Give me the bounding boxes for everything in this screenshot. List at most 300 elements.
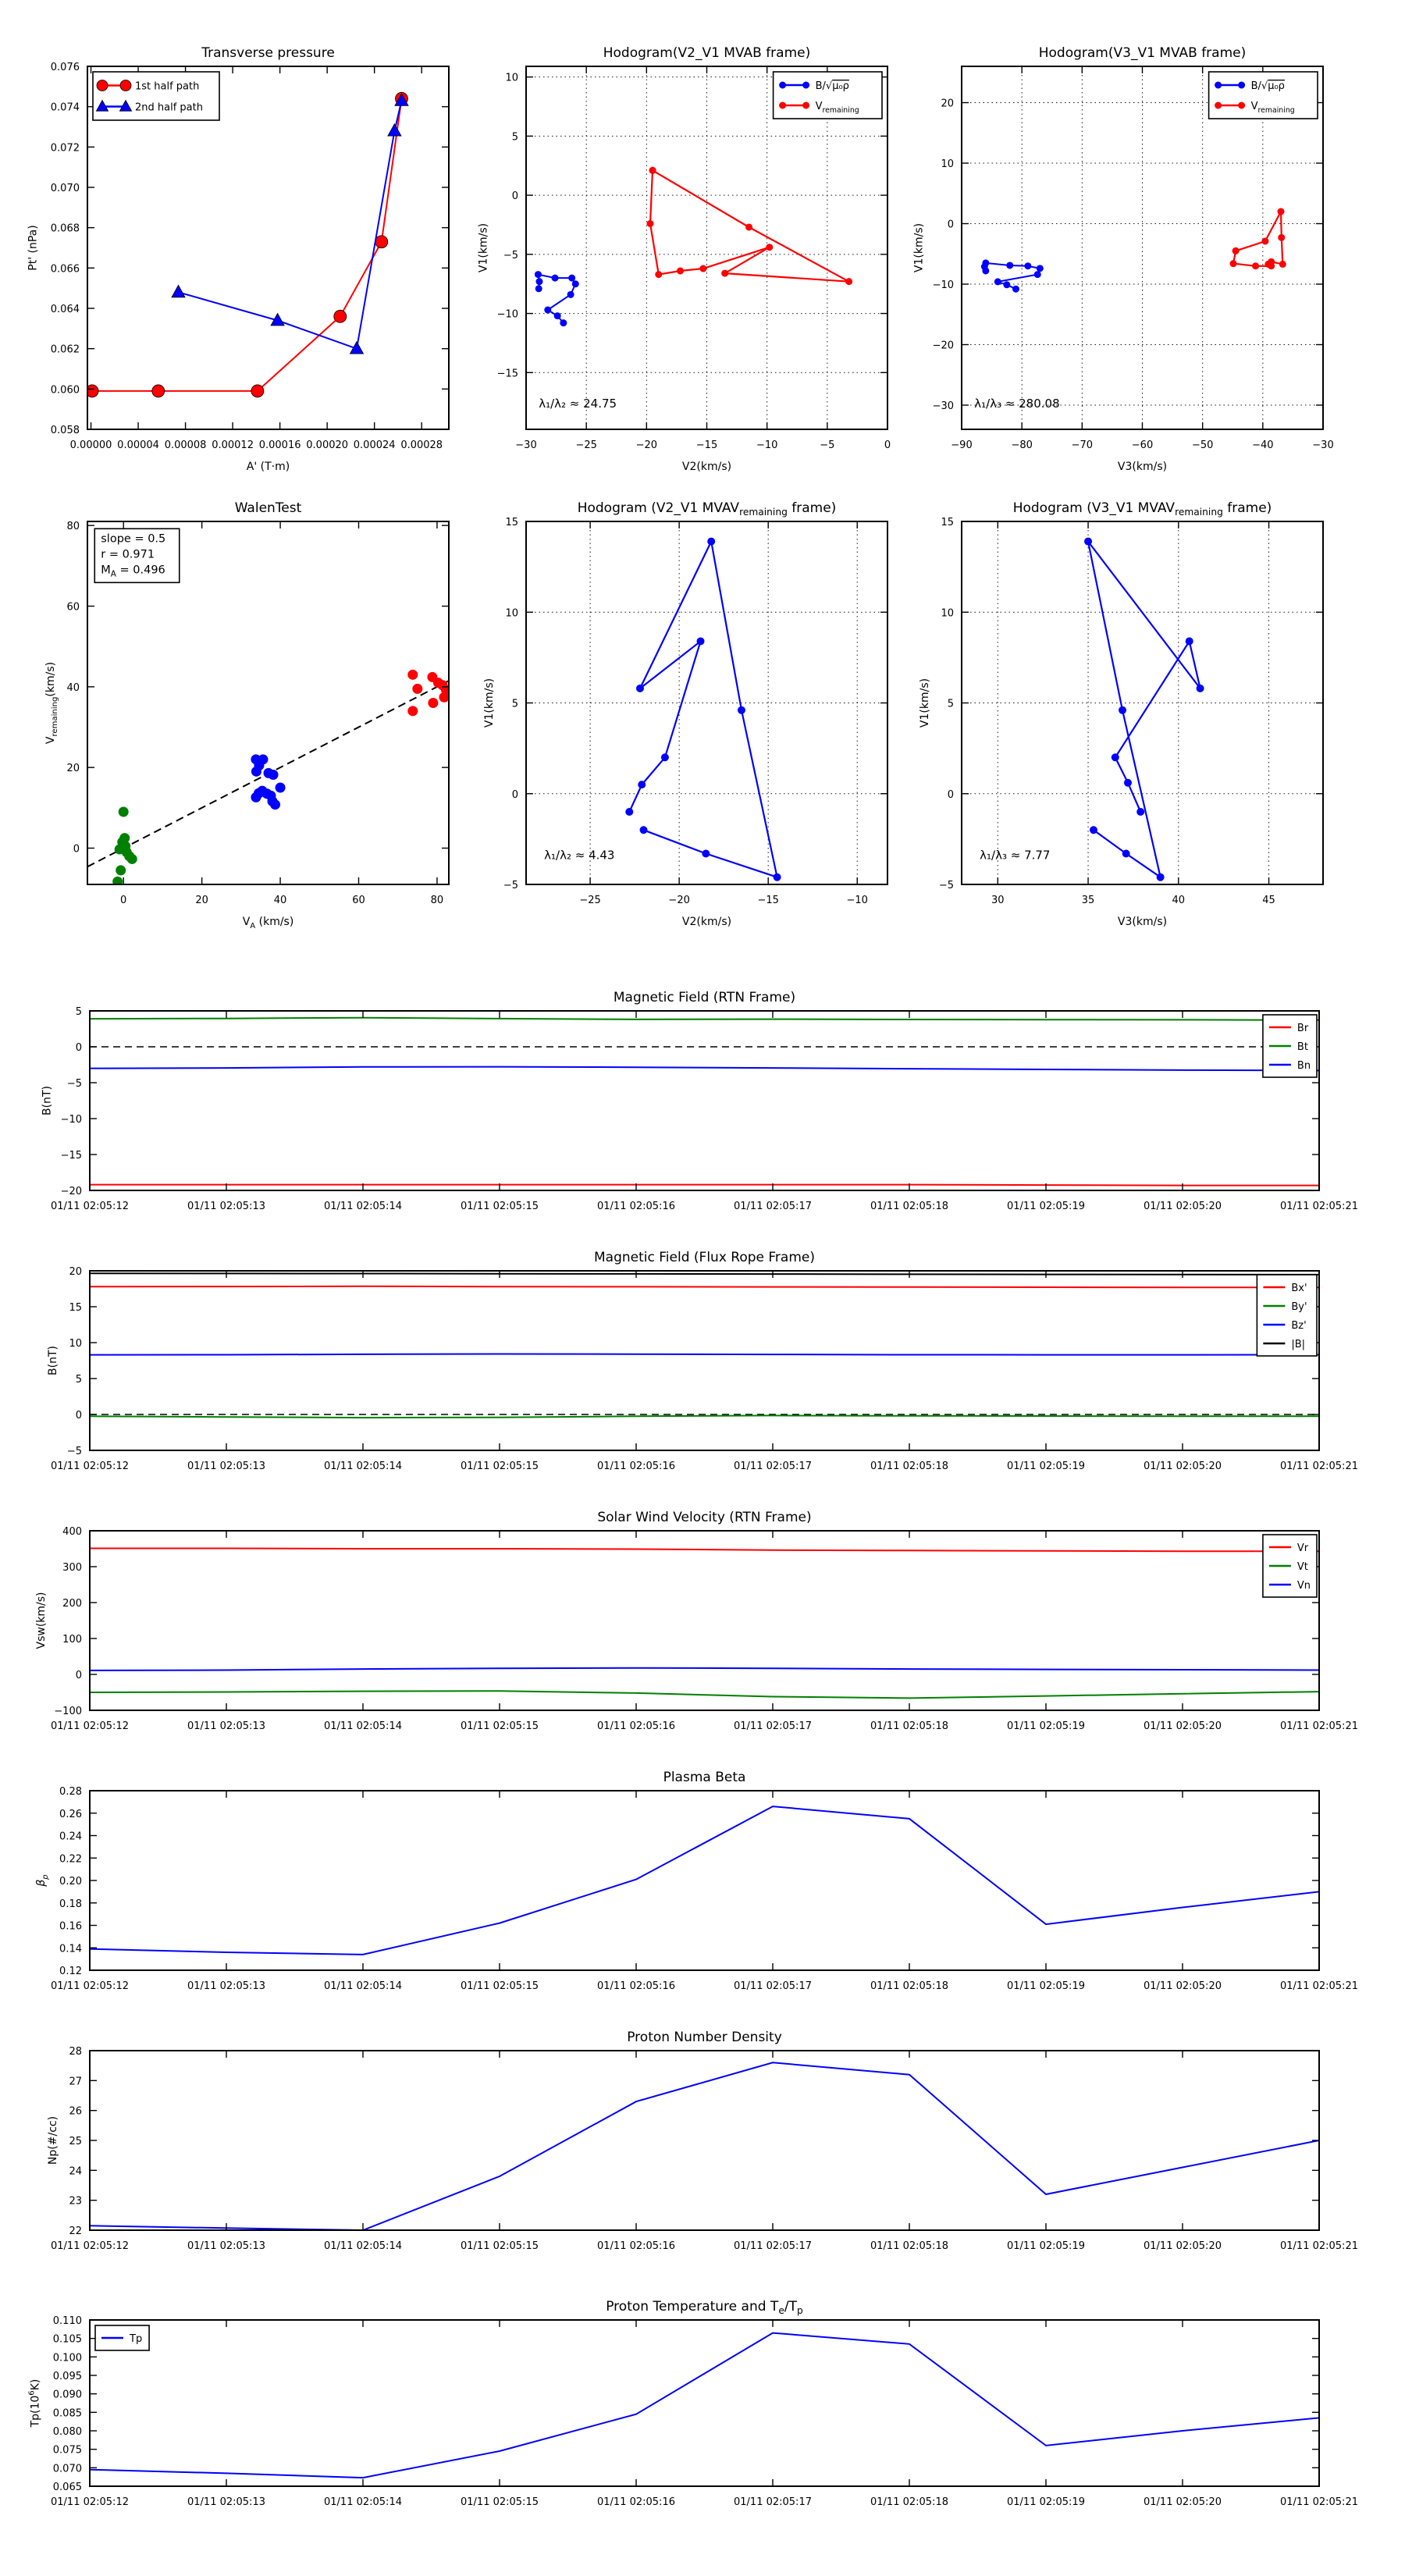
svg-text:35: 35 [1081,895,1095,906]
xlabel-transverse-pressure: A' (T·m) [246,461,290,473]
svg-text:01/11 02:05:18: 01/11 02:05:18 [870,1201,948,1212]
svg-text:15: 15 [505,517,518,528]
svg-text:10: 10 [505,607,518,620]
series-V hodogram [1088,542,1200,877]
svg-text:25: 25 [69,2136,82,2147]
svg-text:28: 28 [69,2046,82,2058]
svg-text:−10: −10 [846,895,868,906]
series-beta_p [90,1806,1319,1955]
svg-text:24: 24 [69,2165,82,2178]
marker [1238,82,1245,89]
chart-hodogram-v2v1-mvav [483,500,887,928]
marker [535,271,542,278]
marker [802,82,809,89]
marker [334,310,347,322]
svg-text:40: 40 [1172,895,1186,906]
svg-text:−20: −20 [635,439,658,451]
svg-text:60: 60 [66,601,80,614]
marker [845,278,852,285]
svg-text:01/11 02:05:15: 01/11 02:05:15 [461,2496,539,2508]
svg-text:0: 0 [120,895,127,906]
marker [982,259,989,266]
marker [661,753,669,761]
marker [535,278,542,285]
svg-text:0.062: 0.062 [50,343,80,356]
svg-text:0.095: 0.095 [52,2371,82,2382]
svg-text:01/11 02:05:16: 01/11 02:05:16 [597,1720,675,1732]
chart-hodogram-v2v1-mvab [477,45,891,473]
svg-text:0.18: 0.18 [59,1898,82,1910]
svg-text:Vremaining: $V_{remaining}$ [1250,101,1295,115]
xlabel-hodogram-v3v1-mvab: V3(km/s) [1117,461,1168,473]
annotation: λ₁/λ₃ ≈ 280.08 [974,397,1060,411]
svg-text:0.058: 0.058 [50,425,80,436]
svg-text:01/11 02:05:18: 01/11 02:05:18 [870,1461,948,1472]
svg-text:01/11 02:05:16: 01/11 02:05:16 [597,2496,675,2508]
marker [127,854,137,864]
svg-text:−10: −10 [756,439,778,451]
svg-text:0.16: 0.16 [59,1920,82,1933]
svg-text:01/11 02:05:20: 01/11 02:05:20 [1144,2496,1222,2508]
svg-text:01/11 02:05:17: 01/11 02:05:17 [734,1461,812,1472]
svg-text:0.00016: 0.00016 [258,439,301,451]
svg-text:0.00000: 0.00000 [69,439,112,451]
marker [1277,208,1284,215]
svg-text:100: 100 [62,1634,82,1646]
marker [779,82,786,89]
svg-text:0.064: 0.064 [50,304,80,315]
svg-text:01/11 02:05:18: 01/11 02:05:18 [870,2240,948,2252]
marker [152,385,165,397]
marker [1122,849,1130,857]
svg-text:01/11 02:05:15: 01/11 02:05:15 [461,1461,539,1472]
title-hodogram-v2v1-mvav: Hodogram (V2_V1 $MVAV_{remaining}$ frame) [577,500,837,518]
svg-text:300: 300 [62,1562,82,1574]
svg-text:2nd half path: 2nd half path [135,101,203,114]
axes-box [90,1791,1319,1970]
svg-text:01/11 02:05:20: 01/11 02:05:20 [1144,1720,1222,1732]
svg-text:−80: −80 [1011,439,1033,451]
marker [1119,706,1126,714]
svg-text:40: 40 [273,895,287,906]
svg-text:0.00012: 0.00012 [212,439,254,451]
marker [428,698,438,708]
x-tick-labels [51,1720,1358,1732]
legend [1257,1275,1317,1356]
svg-text:0.060: 0.060 [50,384,80,397]
ylabel-transverse-pressure: Pt' (nPa) [27,225,40,271]
series-Bt [90,1018,1319,1020]
marker [276,783,286,793]
svg-text:23: 23 [69,2195,82,2208]
marker [1084,538,1092,546]
marker [646,220,653,227]
svg-text:200: 200 [62,1598,82,1610]
axes-box [90,2320,1319,2486]
marker [655,271,662,278]
svg-text:−10: −10 [60,1114,82,1126]
axes-box [90,1531,1319,1710]
svg-text:Vremaining: $V_{remaining}$ [815,101,859,115]
svg-text:10: 10 [69,1338,82,1350]
svg-text:01/11 02:05:13: 01/11 02:05:13 [187,2496,265,2508]
y-tick-labels [939,517,954,891]
marker [1279,261,1286,268]
svg-text:0: 0 [73,843,80,856]
svg-text:01/11 02:05:20: 01/11 02:05:20 [1144,1461,1222,1472]
svg-text:By': By' [1291,1301,1307,1313]
marker [407,670,418,680]
chart-magnetic-field-rtn [41,990,1358,1212]
ylabel-magnetic-field-rtn: B(nT) [41,1086,54,1115]
marker [697,637,705,645]
ylabel-hodogram-v2v1-mvab: V1(km/s) [477,222,490,273]
svg-text:−90: −90 [951,439,973,451]
svg-text:Bx': Bx' [1291,1283,1307,1294]
svg-text:−60: −60 [1131,439,1154,451]
axes-box [90,1011,1319,1190]
marker [567,291,574,298]
svg-text:20: 20 [941,98,954,110]
marker [1012,286,1019,293]
legend [1263,1015,1317,1077]
marker [640,826,648,834]
y-tick-labels [51,62,80,436]
marker [1215,82,1222,89]
svg-text:0.076: 0.076 [50,62,80,73]
svg-text:−40: −40 [1252,439,1274,451]
xlabel-hodogram-v2v1-mvav: V2(km/s) [681,916,732,928]
legend [93,72,219,120]
series-Vt [90,1691,1319,1698]
legend [774,72,882,119]
chart-solar-wind-velocity-rtn [35,1510,1358,1732]
marker [1034,271,1041,278]
svg-text:01/11 02:05:21: 01/11 02:05:21 [1280,1201,1358,1212]
svg-text:r = 0.971: r = 0.971 [101,548,155,561]
svg-text:01/11 02:05:18: 01/11 02:05:18 [870,1720,948,1732]
svg-text:40: 40 [66,681,80,694]
y-tick-labels [497,73,518,380]
svg-text:01/11 02:05:19: 01/11 02:05:19 [1007,1461,1085,1472]
x-tick-labels [991,895,1275,906]
marker [721,270,728,277]
svg-text:−15: −15 [695,439,718,451]
svg-text:−20: −20 [932,340,954,352]
svg-text:10: 10 [941,607,954,620]
svg-text:01/11 02:05:19: 01/11 02:05:19 [1007,1201,1085,1212]
svg-text:01/11 02:05:14: 01/11 02:05:14 [324,2496,402,2508]
svg-text:−30: −30 [932,400,954,412]
svg-text:01/11 02:05:13: 01/11 02:05:13 [187,1201,265,1212]
svg-text:0.20: 0.20 [59,1876,82,1888]
title-magnetic-field-flux-rope: Magnetic Field (Flux Rope Frame) [594,1250,815,1265]
svg-text:01/11 02:05:13: 01/11 02:05:13 [187,1461,265,1472]
marker [649,167,656,174]
svg-text:0.072: 0.072 [50,142,80,155]
svg-text:01/11 02:05:17: 01/11 02:05:17 [734,1201,812,1212]
svg-text:01/11 02:05:18: 01/11 02:05:18 [870,1980,948,1992]
svg-text:0.00028: 0.00028 [400,439,443,451]
svg-text:|B|: |B| [1291,1339,1306,1350]
x-tick-labels [70,439,443,451]
ylabel-proton-number-density: Np(#/cc) [46,2115,59,2165]
marker [1090,826,1097,834]
svg-text:45: 45 [1262,895,1275,906]
marker [544,307,551,314]
title-solar-wind-velocity-rtn: Solar Wind Velocity (RTN Frame) [597,1510,812,1525]
svg-text:01/11 02:05:12: 01/11 02:05:12 [51,1461,129,1472]
y-tick-labels [54,1526,82,1717]
svg-text:−5: −5 [503,880,518,891]
title-hodogram-v3v1-mvav: Hodogram (V3_V1 $MVAV_{remaining}$ frame) [1012,500,1272,518]
svg-text:01/11 02:05:12: 01/11 02:05:12 [51,1720,129,1732]
svg-text:Vt: Vt [1297,1561,1308,1573]
svg-text:−20: −20 [668,895,690,906]
svg-text:Bz': Bz' [1291,1320,1307,1332]
x-tick-labels [51,2240,1358,2252]
svg-text:0.28: 0.28 [59,1786,82,1798]
svg-text:01/11 02:05:14: 01/11 02:05:14 [324,2240,402,2252]
svg-text:01/11 02:05:21: 01/11 02:05:21 [1280,1461,1358,1472]
title-walen-test: WalenTest [234,500,302,516]
series-Np [90,2062,1319,2230]
svg-text:−30: −30 [515,439,537,451]
x-tick-labels [51,1980,1358,1992]
x-tick-labels [51,2496,1358,2508]
marker [745,223,752,230]
marker [802,102,809,109]
legend [1263,1535,1317,1597]
series-Bn [90,1067,1319,1071]
x-tick-labels [51,1461,1358,1472]
series-|B| [90,1273,1319,1275]
svg-text:B/√μ₀ρ: B/√μ₀ρ [1250,80,1285,92]
svg-text:0.065: 0.065 [52,2482,82,2493]
svg-text:01/11 02:05:15: 01/11 02:05:15 [461,1201,539,1212]
svg-text:01/11 02:05:21: 01/11 02:05:21 [1280,1980,1358,1992]
annotation: λ₁/λ₂ ≈ 24.75 [539,397,617,411]
svg-text:0.110: 0.110 [52,2315,82,2327]
svg-text:0.090: 0.090 [52,2389,82,2401]
svg-text:80: 80 [430,895,444,906]
chart-hodogram-v3v1-mvav [919,500,1323,928]
marker [1278,234,1285,241]
legend [95,2325,149,2350]
marker [119,807,129,817]
chart-proton-number-density [47,2030,1358,2252]
marker [1268,262,1275,269]
marker [994,278,1001,285]
svg-text:20: 20 [195,895,208,906]
svg-text:−5: −5 [66,1078,82,1090]
xlabel-walen-test: $V_A$ (km/s) [242,916,294,930]
marker [774,873,781,881]
svg-text:0.070: 0.070 [50,183,80,194]
svg-text:01/11 02:05:19: 01/11 02:05:19 [1007,2240,1085,2252]
marker [625,808,633,816]
series-By' [90,1415,1319,1418]
chart-proton-temperature [27,2299,1358,2508]
x-tick-labels [515,439,891,451]
svg-text:01/11 02:05:14: 01/11 02:05:14 [324,1980,402,1992]
svg-text:0.22: 0.22 [59,1853,82,1866]
chart-hodogram-v3v1-mvab [912,45,1333,473]
svg-text:01/11 02:05:16: 01/11 02:05:16 [597,1980,675,1992]
svg-text:−20: −20 [60,1186,82,1197]
marker [1252,262,1259,269]
svg-text:0: 0 [947,219,954,231]
svg-text:0.00004: 0.00004 [117,439,159,451]
svg-text:01/11 02:05:13: 01/11 02:05:13 [187,2240,265,2252]
svg-text:0: 0 [884,439,891,451]
marker [269,770,279,780]
title-magnetic-field-rtn: Magnetic Field (RTN Frame) [613,990,796,1005]
svg-text:0: 0 [75,1410,82,1421]
svg-text:80: 80 [66,521,80,533]
marker [388,124,401,136]
marker [116,865,126,875]
marker [1215,102,1222,109]
svg-text:−100: −100 [54,1706,82,1717]
svg-text:−5: −5 [503,249,518,262]
series-Bz' [90,1354,1319,1355]
svg-text:0.070: 0.070 [52,2463,82,2475]
svg-text:−15: −15 [496,368,518,380]
svg-text:−10: −10 [496,308,518,321]
svg-text:1st half path: 1st half path [135,80,200,93]
svg-text:01/11 02:05:20: 01/11 02:05:20 [1144,1980,1222,1992]
marker [1186,637,1193,645]
svg-text:slope = 0.5: slope = 0.5 [101,532,166,546]
svg-text:0.074: 0.074 [50,101,80,114]
svg-text:01/11 02:05:17: 01/11 02:05:17 [734,2240,812,2252]
svg-text:0.00008: 0.00008 [164,439,207,451]
svg-text:01/11 02:05:20: 01/11 02:05:20 [1144,1201,1222,1212]
marker [552,275,559,282]
y-tick-labels [66,521,80,855]
title-hodogram-v2v1-mvab: Hodogram(V2_V1 MVAB frame) [603,45,811,61]
marker [1232,247,1240,254]
svg-text:5: 5 [511,131,518,144]
marker [636,685,644,692]
xlabel-hodogram-v2v1-mvab: V2(km/s) [681,461,732,473]
y-tick-labels [503,517,518,891]
svg-text:Vn: Vn [1297,1580,1311,1592]
svg-text:5: 5 [511,698,518,710]
marker [97,80,108,91]
svg-text:26: 26 [69,2105,82,2118]
svg-text:01/11 02:05:21: 01/11 02:05:21 [1280,2496,1358,2508]
marker [1037,265,1044,272]
marker [251,385,264,397]
svg-text:01/11 02:05:14: 01/11 02:05:14 [324,1201,402,1212]
marker [535,285,542,292]
svg-text:5: 5 [75,1374,82,1386]
svg-text:10: 10 [505,72,518,84]
svg-text:01/11 02:05:12: 01/11 02:05:12 [51,2240,129,2252]
ylabel-plasma-beta: $\beta_p$ [34,1874,50,1887]
svg-text:−25: −25 [579,895,601,906]
marker [1230,260,1237,267]
svg-text:MA = 0.496: $M_A = 0.496$ [101,564,165,579]
svg-text:01/11 02:05:19: 01/11 02:05:19 [1007,1980,1085,1992]
marker [738,706,745,714]
svg-text:01/11 02:05:13: 01/11 02:05:13 [187,1980,265,1992]
svg-text:0: 0 [75,1042,82,1054]
y-tick-labels [61,1006,82,1197]
ylabel-magnetic-field-flux-rope: B(nT) [46,1346,59,1375]
axes-box [90,2051,1319,2230]
marker [1003,281,1010,288]
marker [554,312,561,319]
svg-text:30: 30 [991,895,1005,906]
ylabel-walen-test: $V_{remaining}(km/s)$ [44,661,59,745]
svg-text:0.100: 0.100 [52,2352,82,2364]
svg-text:Bt: Bt [1297,1041,1308,1053]
x-tick-labels [120,895,443,906]
svg-text:−15: −15 [60,1150,82,1162]
svg-text:B/√μ₀ρ: B/√μ₀ρ [815,80,849,92]
marker [699,265,706,272]
svg-text:01/11 02:05:15: 01/11 02:05:15 [461,1720,539,1732]
marker [251,792,261,802]
svg-text:27: 27 [69,2076,82,2088]
x-tick-labels [51,1201,1358,1212]
series-2nd half path [179,101,402,349]
svg-text:01/11 02:05:16: 01/11 02:05:16 [597,1201,675,1212]
svg-text:Tp: Tp [130,2333,143,2345]
title-hodogram-v3v1-mvab: Hodogram(V3_V1 MVAB frame) [1038,45,1247,61]
series-Tp [90,2333,1319,2478]
svg-text:0: 0 [511,788,518,801]
ylabel-hodogram-v3v1-mvab: V1(km/s) [912,222,926,273]
marker [766,244,773,251]
svg-text:−5: −5 [66,1446,82,1457]
svg-text:0.066: 0.066 [50,263,80,276]
marker [702,849,710,857]
marker [270,799,280,809]
svg-text:20: 20 [66,763,80,775]
svg-text:01/11 02:05:17: 01/11 02:05:17 [734,2496,812,2508]
svg-text:−5: −5 [820,439,835,451]
annotation-box [94,528,180,582]
svg-text:5: 5 [75,1006,82,1018]
svg-text:01/11 02:05:20: 01/11 02:05:20 [1144,2240,1222,2252]
marker [407,706,418,716]
marker [560,319,567,326]
svg-text:0.00020: 0.00020 [306,439,349,451]
title-proton-number-density: Proton Number Density [627,2030,782,2045]
xlabel-hodogram-v3v1-mvav: V3(km/s) [1117,916,1168,928]
svg-text:01/11 02:05:12: 01/11 02:05:12 [51,1201,129,1212]
marker [251,767,261,777]
svg-text:5: 5 [947,698,954,710]
svg-text:0: 0 [75,1670,82,1681]
svg-text:−30: −30 [1312,439,1334,451]
svg-text:01/11 02:05:16: 01/11 02:05:16 [597,1461,675,1472]
marker [1024,262,1031,269]
marker [375,236,388,248]
svg-text:0.24: 0.24 [59,1831,82,1843]
y-tick-labels [69,2046,82,2237]
svg-text:0.085: 0.085 [52,2407,82,2420]
series-Vr [90,1549,1319,1552]
ylabel-proton-temperature: $Tp(10^6K)$ [27,2379,42,2428]
chart-transverse-pressure [27,45,449,473]
annotation: λ₁/λ₃ ≈ 7.77 [980,848,1051,863]
svg-text:01/11 02:05:21: 01/11 02:05:21 [1280,2240,1358,2252]
